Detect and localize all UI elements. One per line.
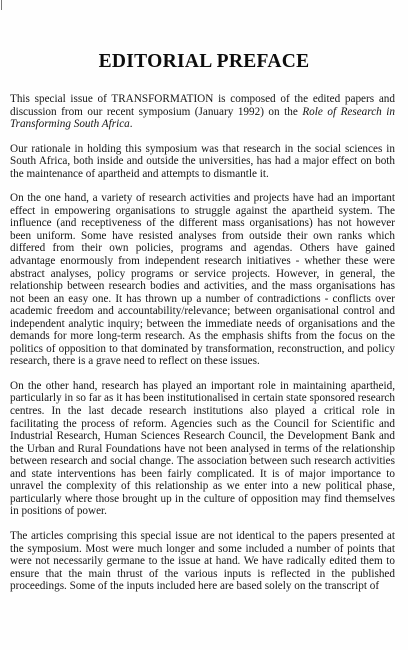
- page-edge-mark: [1, 0, 2, 10]
- page-title: EDITORIAL PREFACE: [98, 51, 310, 73]
- paragraph-intro: [10, 93, 395, 131]
- intro-end: .: [129, 118, 133, 131]
- symposium-title: Role of Research in Transforming South Africa: [10, 105, 395, 131]
- paragraph-articles: The articles comprising this special issue are not identical to the papers presented at the symposium. Most were much longer and some included a number of points that were not necessarily germane to the issue at hand. We have radically edited them to ensure that the main thrust of the various inputs is reflected in the published proceedings. Some of the inputs included here are based solely on the transcript of: [10, 529, 395, 593]
- document-body: [10, 93, 395, 593]
- paragraph-rationale: Our rationale in holding this symposium was that research in the social sciences in South Africa, both inside and outside the universities, has had a major effect on both the maintenance of apartheid and attempts to dismantle it.: [10, 142, 395, 180]
- paragraph-other-hand: On the other hand, research has played an important role in maintaining apartheid, particularly in so far as it has been institutionalised in certain state sponsored research centres. In the last decade research institutions also played a critical role in facilitating the process of reform. Agencies such as the Council for Scientific and Industrial Research, Human Sciences Research Council, the Development Bank and the Urban and Rural Foundations have not been analysed in terms of the relationship between research and social change. The association between such research activities and state interventions has been fairly complicated. It is of major importance to unravel the complexity of this relationship as we enter into a new political phase, particularly where those brought up in the culture of opposition may find themselves in positions of power.: [10, 379, 395, 518]
- intro-text: This special issue of TRANSFORMATION is composed of the edited papers and discussion from our recent symposium (January 1992) on the: [10, 93, 395, 118]
- paragraph-one-hand: On the one hand, a variety of research activities and projects have had an important effect in empowering organisations to struggle against the apartheid system. The influence (and receptiveness of the different mass organisations) has not however been uniform. Some have resisted analyses from outside their own ranks which differed from their own policies, programs and agendas. Others have gained advantage enormously from independent research initiatives - whether these were abstract analyses, policy programs or service projects. However, in general, the relationship between research bodies and activities, and the mass organisations has not been an easy one. It has thrown up a number of contradictions - conflicts over academic freedom and accountability/relevance; between organisational control and independent analytic inquiry; between the immediate needs of organisations and the demands for more long-term research. As the emphasis shifts from the focus on the politics of opposition to that dominated by transformation, reconstruction, and policy research, there is a grave need to reflect on these issues.: [10, 192, 395, 368]
